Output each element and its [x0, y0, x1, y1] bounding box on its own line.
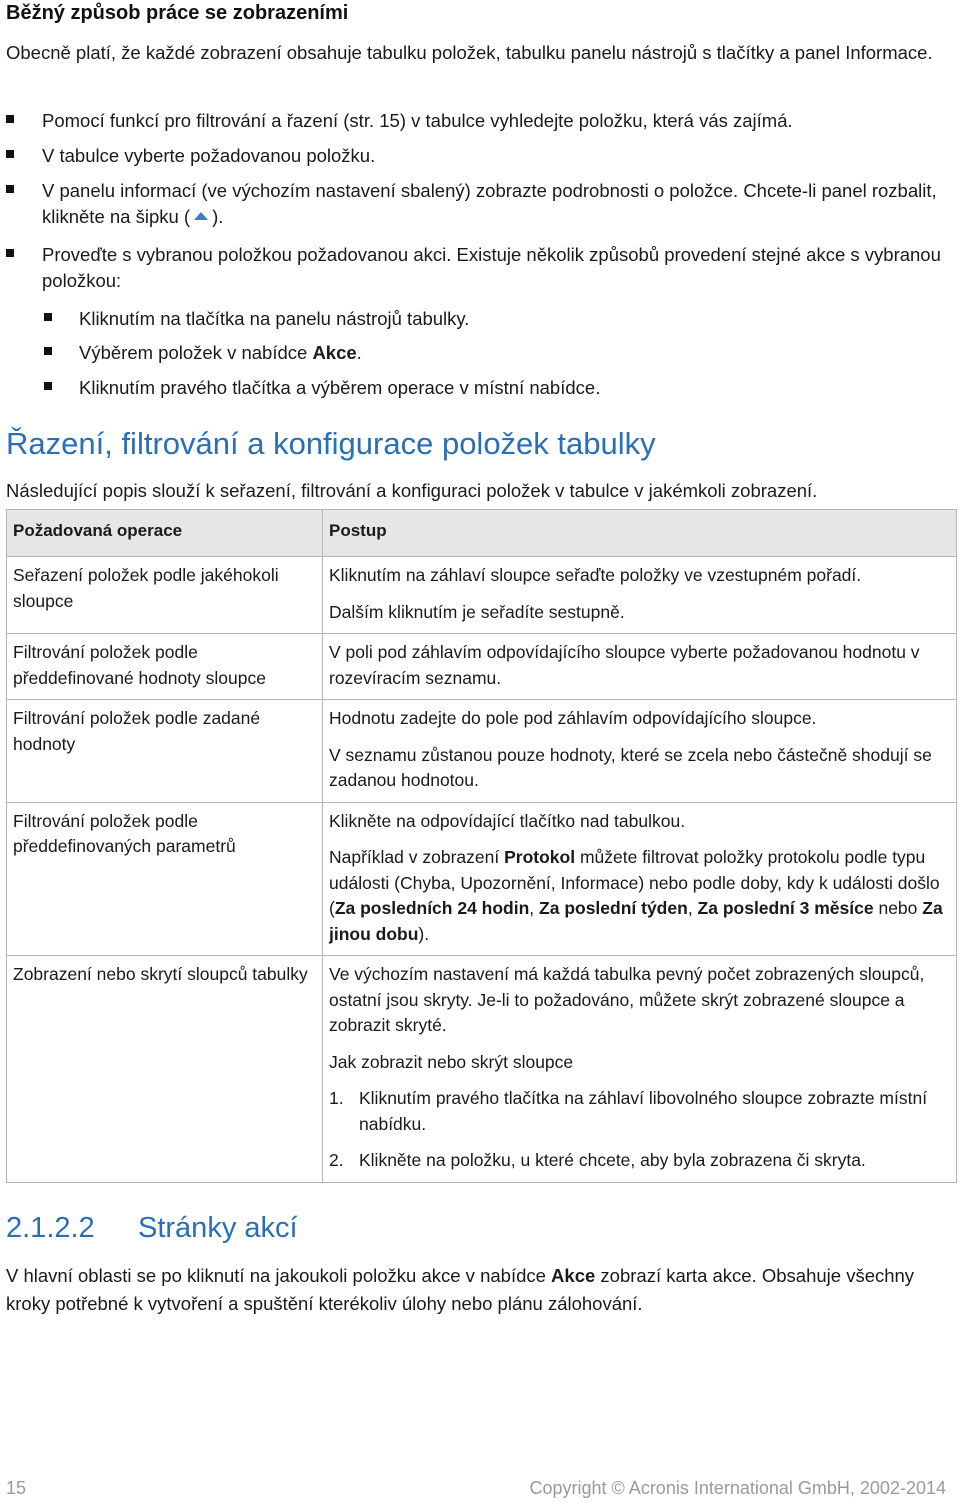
procedure-cell: Ve výchozím nastavení má každá tabulka pevný počet zobrazených sloupců, ostatní jsou skryty. Je-li to požadováno, můžete skrýt zobrazené sloupce a zobrazit skryté. Jak zobrazit nebo skrýt sloupce 1. Kliknutím pravého tlačítka na záhlaví libovolného sloupce zobrazte místní nabídku. 2. Klikněte na položku, u které chcete, aby byla zobrazena či skryta.	[323, 956, 957, 1183]
procedure-cell: Hodnotu zadejte do pole pod záhlavím odpovídajícího sloupce. V seznamu zůstanou pouze hodnoty, které se zcela nebo částečně shodují se zadanou hodnotou.	[323, 700, 957, 803]
substep-1: Kliknutím na tlačítka na panelu nástrojů tabulky.	[79, 308, 470, 329]
square-bullet-icon	[44, 313, 52, 321]
procedure-cell: Kliknutím na záhlaví sloupce seřaďte položky ve vzestupném pořadí. Dalším kliknutím je seřadíte sestupně.	[323, 557, 957, 634]
operation-cell: Filtrování položek podle předdefinovaných parametrů	[7, 802, 323, 956]
intro-paragraph: Obecně platí, že každé zobrazení obsahuje tabulku položek, tabulku panelu nástrojů s tlačítky a panel Informace.	[6, 42, 933, 63]
copyright: Copyright © Acronis International GmbH, 2002-2014	[529, 1478, 946, 1498]
heading-description: Následující popis slouží k seřazení, filtrování a konfiguraci položek v tabulce v jakémkoli zobrazení.	[6, 480, 818, 501]
substep-3: Kliknutím pravého tlačítka a výběrem operace v místní nabídce.	[79, 377, 601, 398]
column-header-operation: Požadovaná operace	[7, 510, 323, 557]
operation-cell: Zobrazení nebo skrytí sloupců tabulky	[7, 956, 323, 1183]
operation-cell: Filtrování položek podle předdefinované hodnoty sloupce	[7, 634, 323, 700]
operation-cell: Filtrování položek podle zadané hodnoty	[7, 700, 323, 803]
step-2: V tabulce vyberte požadovanou položku.	[42, 145, 376, 166]
table-row	[7, 956, 957, 1183]
square-bullet-icon	[44, 382, 52, 390]
column-header-procedure: Postup	[323, 510, 957, 557]
table-row	[7, 700, 957, 803]
step-4: Proveďte s vybranou položkou požadovanou akci. Existuje několik způsobů provedení stejné akce s vybranou položkou:	[42, 244, 941, 291]
operations-table	[6, 509, 957, 1183]
table-row	[7, 634, 957, 700]
step-1: Pomocí funkcí pro filtrování a řazení (str. 15) v tabulce vyhledejte položku, která vás zajímá.	[42, 110, 793, 131]
numbered-item: 1. Kliknutím pravého tlačítka na záhlaví libovolného sloupce zobrazte místní nabídku.	[329, 1088, 928, 1134]
procedure-cell: Klikněte na odpovídající tlačítko nad tabulkou. Například v zobrazení Protokol můžete filtrovat položky protokolu podle typu události (Chyba, Upozornění, Informace) nebo podle doby, kdy k události došlo (Za posledních 24 hodin, Za poslední týden, Za poslední 3 měsíce nebo Za jinou dobu).	[323, 802, 957, 956]
square-bullet-icon	[6, 185, 14, 193]
table-row	[7, 557, 957, 634]
arrow-up-icon	[194, 212, 208, 220]
square-bullet-icon	[44, 347, 52, 355]
square-bullet-icon	[6, 115, 14, 123]
operation-cell: Seřazení položek podle jakéhokoli sloupce	[7, 557, 323, 634]
numbered-item: 2. Klikněte na položku, u které chcete, aby byla zobrazena či skryta.	[329, 1150, 866, 1170]
final-paragraph: V hlavní oblasti se po kliknutí na jakoukoli položku akce v nabídce Akce zobrazí karta akce. Obsahuje všechny kroky potřebné k vytvoření a spuštění kterékoliv úlohy nebo plánu zálohování.	[6, 1265, 915, 1314]
procedure-cell: V poli pod záhlavím odpovídajícího sloupce vyberte požadovanou hodnotu v rozevíracím seznamu.	[323, 634, 957, 700]
section-title: Běžný způsob práce se zobrazeními	[6, 2, 349, 24]
heading-action-pages: 2.1.2.2 Stránky akcí	[6, 1212, 298, 1244]
table-row	[7, 802, 957, 956]
square-bullet-icon	[6, 249, 14, 257]
substep-2: Výběrem položek v nabídce Akce.	[79, 342, 362, 363]
table-header-row	[7, 510, 957, 557]
step-3: V panelu informací (ve výchozím nastavení sbalený) zobrazte podrobnosti o položce. Chcete-li panel rozbalit, klikněte na šipku ( ).	[42, 180, 937, 227]
square-bullet-icon	[6, 150, 14, 158]
heading-sorting: Řazení, filtrování a konfigurace položek tabulky	[6, 426, 656, 461]
page-number: 15	[6, 1478, 27, 1498]
